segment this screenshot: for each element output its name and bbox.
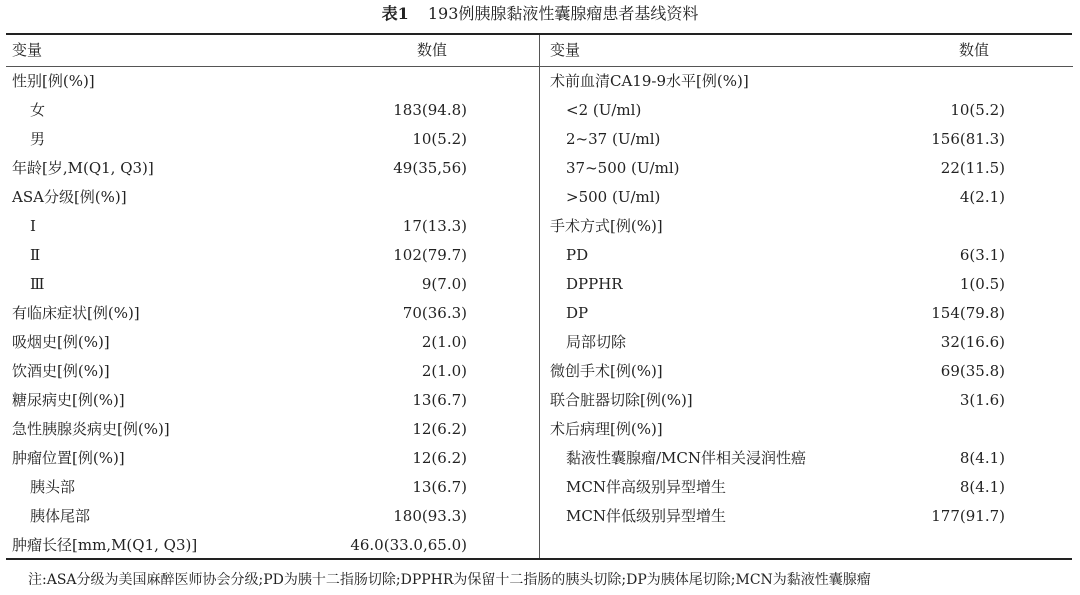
table-row: [6, 125, 539, 154]
row-value: 8(4.1): [959, 449, 1005, 467]
table-row: [6, 212, 539, 241]
left-column-group: [6, 35, 539, 558]
row-value: 69(35.8): [940, 362, 1005, 380]
table-row: [540, 473, 1073, 502]
baseline-table: [6, 33, 1072, 560]
row-value: 177(91.7): [931, 507, 1005, 525]
row-label: 联合脏器切除[例(%)]: [550, 391, 693, 409]
row-label: 吸烟史[例(%)]: [12, 333, 110, 351]
row-value: 180(93.3): [393, 507, 467, 525]
table-row: [6, 357, 539, 386]
row-label: 微创手术[例(%)]: [550, 362, 663, 380]
row-label: 肿瘤位置[例(%)]: [12, 449, 125, 467]
variable-header: 变量: [12, 41, 43, 59]
row-label: 胰体尾部: [30, 507, 91, 525]
row-label: 2~37 (U/ml): [566, 130, 661, 148]
row-value: 12(6.2): [412, 449, 467, 467]
variable-header: 变量: [550, 41, 581, 59]
table-row: [540, 67, 1073, 96]
row-label: 胰头部: [30, 478, 76, 496]
left-rows: [6, 67, 539, 560]
table-row: [6, 241, 539, 270]
row-label: 男: [30, 130, 46, 148]
table-row: [540, 444, 1073, 473]
row-value: 32(16.6): [940, 333, 1005, 351]
row-value: 17(13.3): [402, 217, 467, 235]
table-row: [6, 415, 539, 444]
row-value: 22(11.5): [940, 159, 1005, 177]
table-row: [6, 386, 539, 415]
row-value: 1(0.5): [959, 275, 1005, 293]
table-row: [6, 183, 539, 212]
row-value: 102(79.7): [393, 246, 467, 264]
row-label: Ⅲ: [30, 275, 45, 293]
table-row: [540, 502, 1073, 531]
right-column-group: [539, 35, 1073, 558]
row-label: Ⅰ: [30, 217, 36, 235]
right-header-row: [540, 35, 1073, 67]
row-value: 70(36.3): [402, 304, 467, 322]
row-value: 2(1.0): [421, 333, 467, 351]
table-row: [540, 386, 1073, 415]
row-value: 10(5.2): [412, 130, 467, 148]
row-value: 154(79.8): [931, 304, 1005, 322]
row-label: <2 (U/ml): [566, 101, 642, 119]
row-label: 急性胰腺炎病史[例(%)]: [12, 420, 170, 438]
row-label: DP: [566, 304, 589, 322]
table-row: [540, 154, 1073, 183]
row-value: 8(4.1): [959, 478, 1005, 496]
row-label: 女: [30, 101, 46, 119]
row-label: Ⅱ: [30, 246, 41, 264]
table-row: [6, 328, 539, 357]
row-label: 糖尿病史[例(%)]: [12, 391, 125, 409]
value-header: 数值: [416, 41, 447, 59]
table-row: [540, 270, 1073, 299]
row-value: 2(1.0): [421, 362, 467, 380]
row-label: 局部切除: [566, 333, 627, 351]
row-label: 术前血清CA19-9水平[例(%)]: [550, 72, 749, 90]
row-value: 6(3.1): [959, 246, 1005, 264]
table-row: [540, 357, 1073, 386]
row-label: ASA分级[例(%)]: [12, 188, 127, 206]
row-value: 4(2.1): [959, 188, 1005, 206]
row-value: 49(35,56): [393, 159, 467, 177]
table-row: [540, 241, 1073, 270]
table-row: [6, 270, 539, 299]
row-label: 黏液性囊腺瘤/MCN伴相关浸润性癌: [566, 449, 807, 467]
table-caption: [0, 3, 1080, 25]
table-row: [540, 328, 1073, 357]
table-row: [6, 502, 539, 531]
table-title: 193例胰腺黏液性囊腺瘤患者基线资料: [427, 4, 699, 23]
left-header-row: [6, 35, 539, 67]
row-value: 13(6.7): [412, 391, 467, 409]
row-value: 10(5.2): [950, 101, 1005, 119]
table-number: 表1: [381, 4, 409, 23]
table-row: [6, 67, 539, 96]
table-footnote: 注:ASA分级为美国麻醉医师协会分级;PD为胰十二指肠切除;DPPHR为保留十二指肠的胰头切除;DP为胰体尾切除;MCN为黏液性囊腺瘤: [28, 572, 871, 588]
right-rows: [540, 67, 1073, 531]
row-label: DPPHR: [566, 275, 623, 293]
table-row: [6, 299, 539, 328]
row-label: MCN伴低级别异型增生: [566, 507, 726, 525]
row-value: 9(7.0): [421, 275, 467, 293]
table-row: [540, 415, 1073, 444]
row-label: 手术方式[例(%)]: [550, 217, 663, 235]
row-label: 肿瘤长径[mm,M(Q1, Q3)]: [12, 536, 198, 554]
row-value: 12(6.2): [412, 420, 467, 438]
row-label: 性别[例(%)]: [12, 72, 95, 90]
table-row: [540, 96, 1073, 125]
row-value: 156(81.3): [931, 130, 1005, 148]
table-row: [6, 531, 539, 560]
row-label: 饮酒史[例(%)]: [12, 362, 110, 380]
value-header: 数值: [958, 41, 989, 59]
row-value: 13(6.7): [412, 478, 467, 496]
table-row: [6, 96, 539, 125]
table-row: [6, 473, 539, 502]
table-row: [6, 154, 539, 183]
row-label: MCN伴高级别异型增生: [566, 478, 726, 496]
row-label: 年龄[岁,M(Q1, Q3)]: [12, 159, 154, 177]
row-value: 3(1.6): [959, 391, 1005, 409]
table-row: [6, 444, 539, 473]
row-value: 46.0(33.0,65.0): [350, 536, 467, 554]
table-row: [540, 299, 1073, 328]
row-label: >500 (U/ml): [566, 188, 661, 206]
row-label: 术后病理[例(%)]: [550, 420, 663, 438]
row-label: PD: [566, 246, 589, 264]
table-row: [540, 125, 1073, 154]
row-label: 有临床症状[例(%)]: [12, 304, 140, 322]
row-value: 183(94.8): [393, 101, 467, 119]
row-label: 37~500 (U/ml): [566, 159, 680, 177]
table-row: [540, 212, 1073, 241]
table-row: [540, 183, 1073, 212]
